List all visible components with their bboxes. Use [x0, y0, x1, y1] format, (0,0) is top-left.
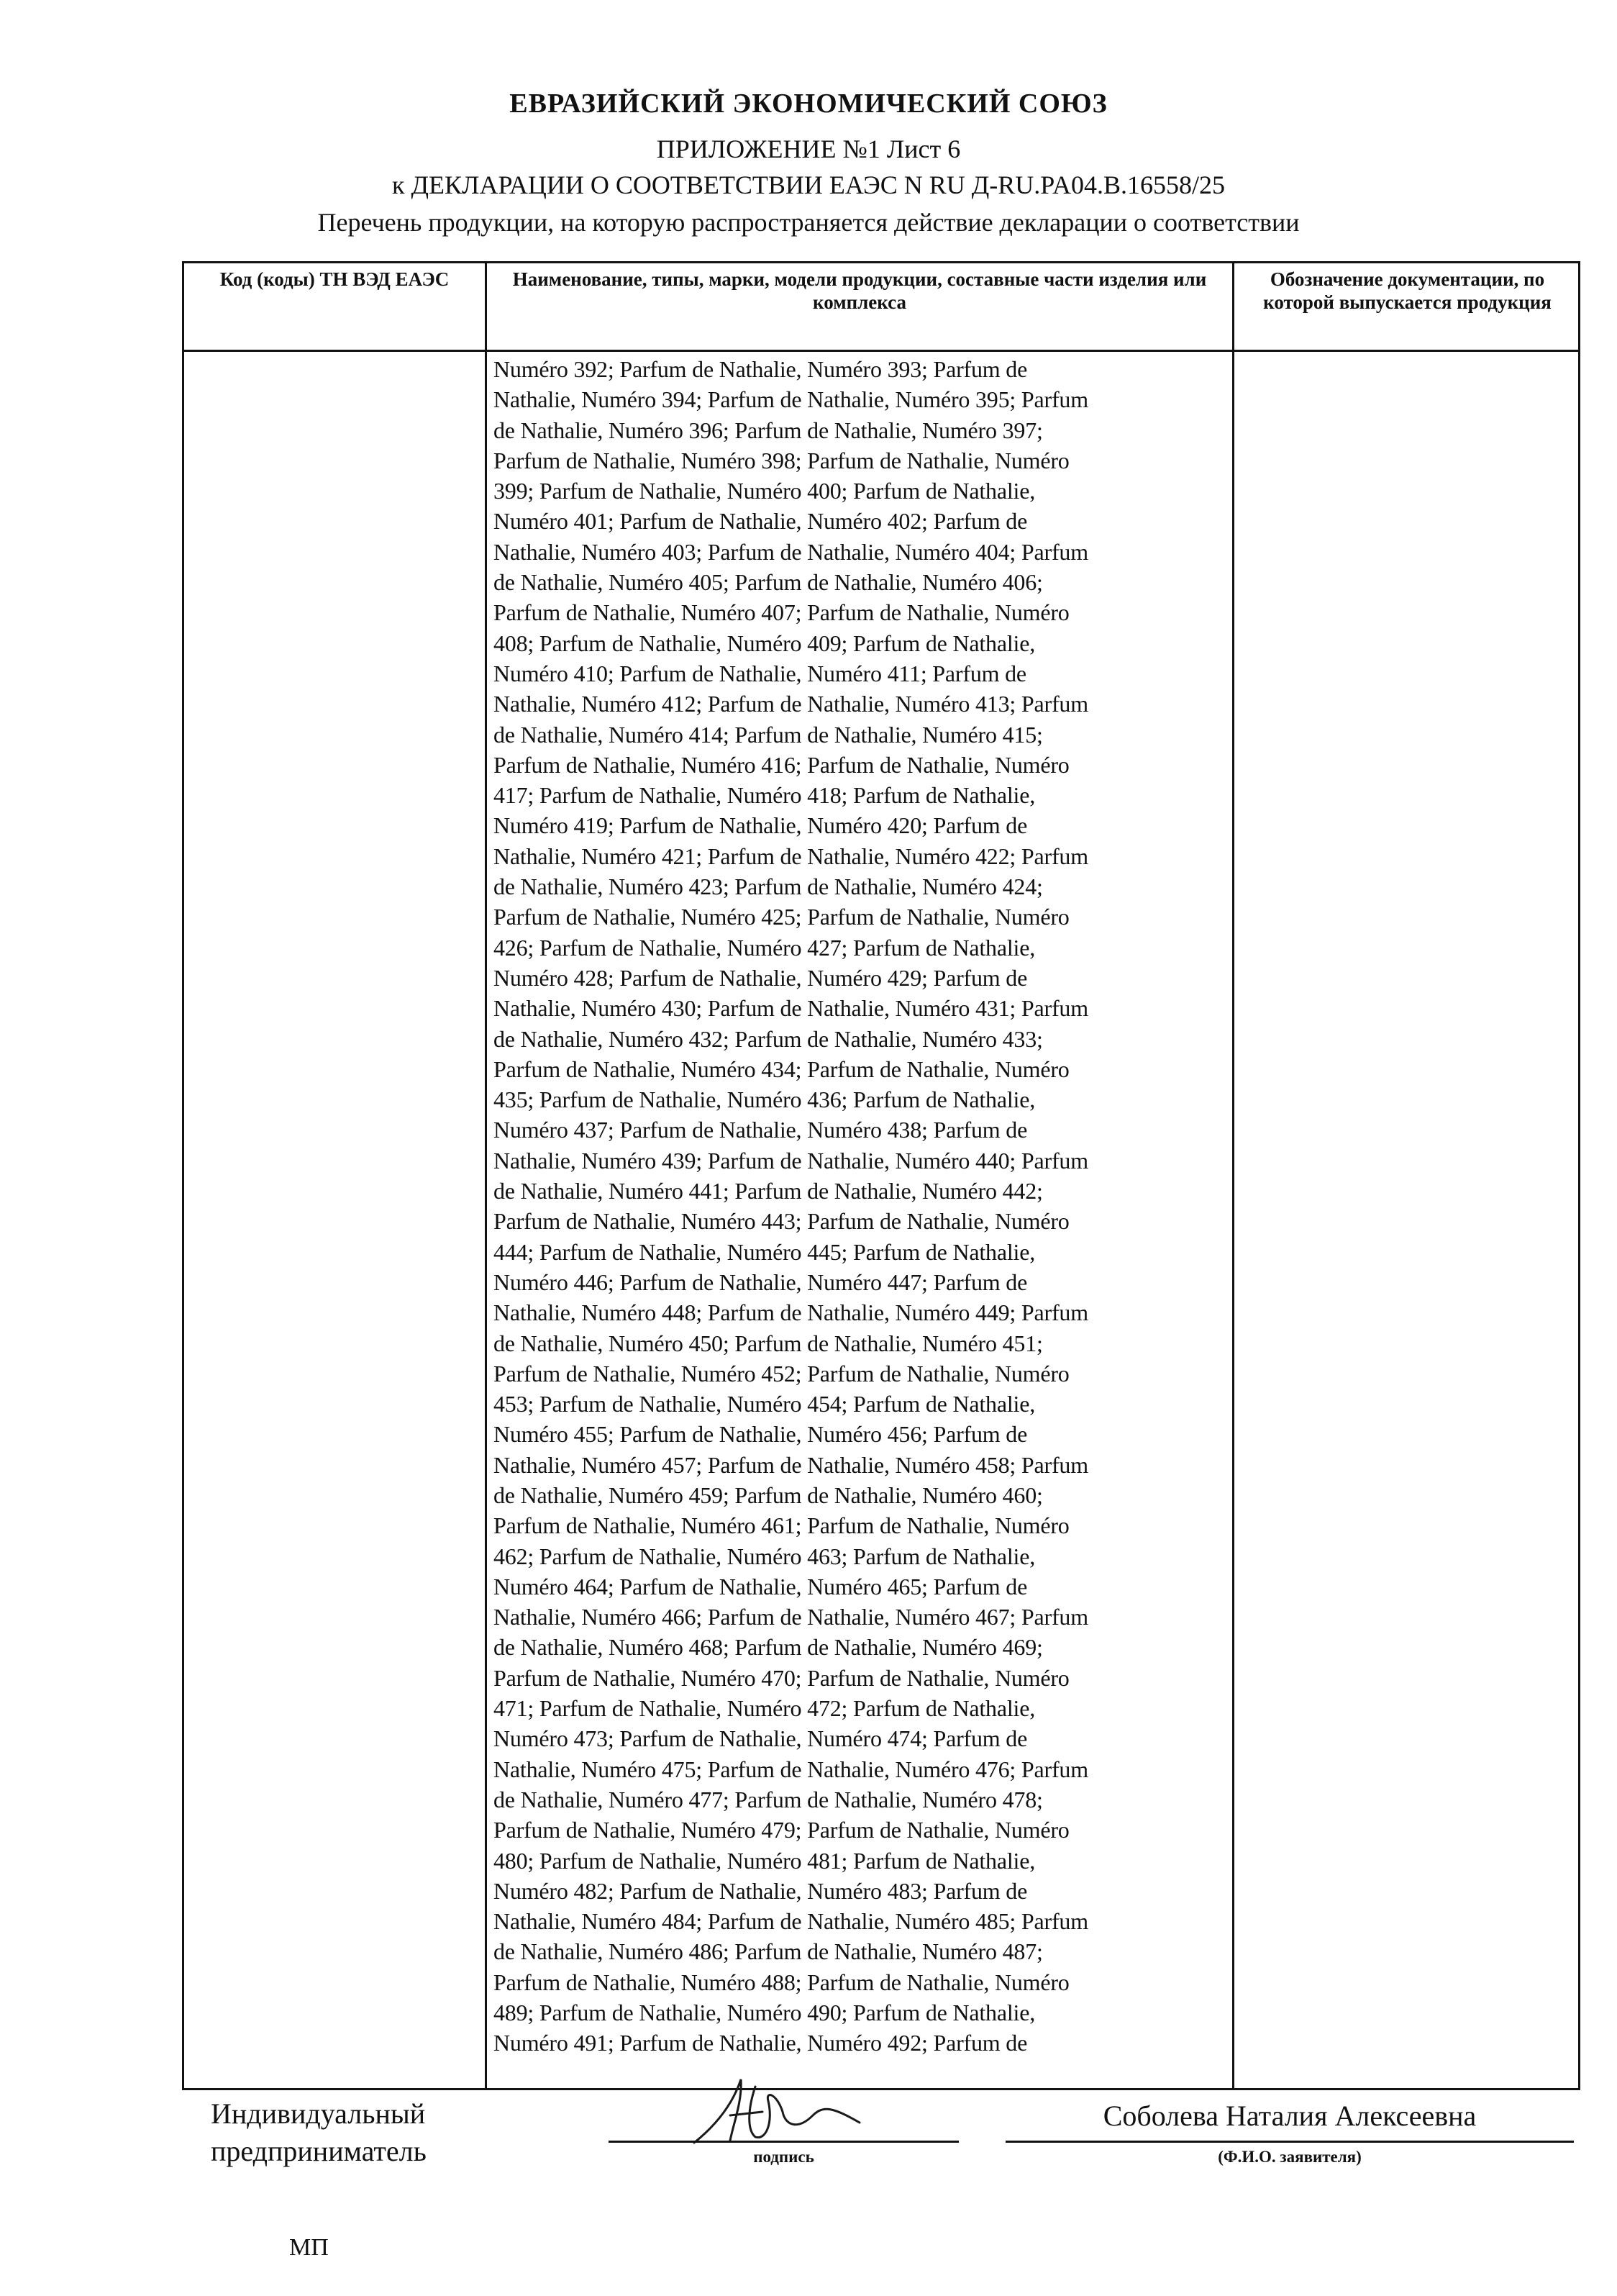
applicant-name: Соболева Наталия Алексеевна — [1103, 2100, 1477, 2132]
declaration-number: к ДЕКЛАРАЦИИ О СООТВЕТСТВИИ ЕАЭС N RU Д-RU.PA04.B.16558/25 — [391, 171, 1226, 199]
product-list-title: Перечень продукции, на которую распространяется действие декларации о соответствии — [317, 208, 1300, 237]
header-divider — [184, 350, 1578, 352]
applicant-role-line2: предприниматель — [211, 2135, 427, 2167]
column-divider — [1232, 263, 1234, 2088]
product-list-text: Numéro 392; Parfum de Nathalie, Numéro 393; Parfum de Nathalie, Numéro 394; Parfum de Nathalie, Numéro 395; Parfum de Nathalie, Numéro 396; Parfum de Nathalie, Numéro 397; Parfum de Nathalie, Numéro 398; Parfum de Nathalie, Numéro 399; Parfum de Nathalie, Numéro 400; Parfum de Nathalie, Numéro 401; Parfum de Nathalie, Numéro 402; Parfum de Nathalie, Numéro 403; Parfum de Nathalie, Numéro 404; Parfum de Nathalie, Numéro 405; Parfum de Nathalie, Numéro 406; Parfum de Nathalie, Numéro 407; Parfum de Nathalie, Numéro 408; Parfum de Nathalie, Numéro 409; Parfum de Nathalie, Numéro 410; Parfum de Nathalie, Numéro 411; Parfum de Nathalie, Numéro 412; Parfum de Nathalie, Numéro 413; Parfum de Nathalie, Numéro 414; Parfum de Nathalie, Numéro 415; Parfum de Nathalie, Numéro 416; Parfum de Nathalie, Numéro 417; Parfum de Nathalie, Numéro 418; Parfum de Nathalie, Numéro 419; Parfum de Nathalie, Numéro 420; Parfum de Nathalie, Numéro 421; Parfum de Nathalie, Numéro 422; Parfum de Nathalie, Numéro 423; Parfum de Nathalie, Numéro 424; Parfum de Nathalie, Numéro 425; Parfum de Nathalie, Numéro 426; Parfum de Nathalie, Numéro 427; Parfum de Nathalie, Numéro 428; Parfum de Nathalie, Numéro 429; Parfum de Nathalie, Numéro 430; Parfum de Nathalie, Numéro 431; Parfum de Nathalie, Numéro 432; Parfum de Nathalie, Numéro 433; Parfum de Nathalie, Numéro 434; Parfum de Nathalie, Numéro 435; Parfum de Nathalie, Numéro 436; Parfum de Nathalie, Numéro 437; Parfum de Nathalie, Numéro 438; Parfum de Nathalie, Numéro 439; Parfum de Nathalie, Numéro 440; Parfum de Nathalie, Numéro 441; Parfum de Nathalie, Numéro 442; Parfum de Nathalie, Numéro 443; Parfum de Nathalie, Numéro 444; Parfum de Nathalie, Numéro 445; Parfum de Nathalie, Numéro 446; Parfum de Nathalie, Numéro 447; Parfum de Nathalie, Numéro 448; Parfum de Nathalie, Numéro 449; Parfum de Nathalie, Numéro 450; Parfum de Nathalie, Numéro 451; Parfum de Nathalie, Numéro 452; Parfum de Nathalie, Numéro 453; Parfum de Nathalie, Numéro 454; Parfum de Nathalie, Numéro 455; Parfum de Nathalie, Numéro 456; Parfum de Nathalie, Numéro 457; Parfum de Nathalie, Numéro 458; Parfum de Nathalie, Numéro 459; Parfum de Nathalie, Numéro 460; Parfum de Nathalie, Numéro 461; Parfum de Nathalie, Numéro 462; Parfum de Nathalie, Numéro 463; Parfum de Nathalie, Numéro 464; Parfum de Nathalie, Numéro 465; Parfum de Nathalie, Numéro 466; Parfum de Nathalie, Numéro 467; Parfum de Nathalie, Numéro 468; Parfum de Nathalie, Numéro 469; Parfum de Nathalie, Numéro 470; Parfum de Nathalie, Numéro 471; Parfum de Nathalie, Numéro 472; Parfum de Nathalie, Numéro 473; Parfum de Nathalie, Numéro 474; Parfum de Nathalie, Numéro 475; Parfum de Nathalie, Numéro 476; Parfum de Nathalie, Numéro 477; Parfum de Nathalie, Numéro 478; Parfum de Nathalie, Numéro 479; Parfum de Nathalie, Numéro 480; Parfum de Nathalie, Numéro 481; Parfum de Nathalie, Numéro 482; Parfum de Nathalie, Numéro 483; Parfum de Nathalie, Numéro 484; Parfum de Nathalie, Numéro 485; Parfum de Nathalie, Numéro 486; Parfum de Nathalie, Numéro 487; Parfum de Nathalie, Numéro 488; Parfum de Nathalie, Numéro 489; Parfum de Nathalie, Numéro 490; Parfum de Nathalie, Numéro 491; Parfum de Nathalie, Numéro 492; Parfum de — [493, 356, 1088, 2056]
signature-caption: подпись — [753, 2148, 814, 2166]
name-caption: (Ф.И.О. заявителя) — [1218, 2148, 1362, 2166]
handwritten-signature — [691, 2072, 863, 2151]
stamp-place-label: МП — [289, 2234, 329, 2261]
applicant-role-line1: Индивидуальный — [211, 2097, 426, 2130]
signature-line — [609, 2141, 959, 2143]
applicant-role — [211, 2095, 427, 2170]
column-header-documentation: Обозначение документации, по которой выпускается продукция — [1263, 268, 1552, 313]
appendix-title: ПРИЛОЖЕНИЕ №1 Лист 6 — [656, 135, 961, 163]
column-header-product-name: Наименование, типы, марки, модели продукции, составные части изделия или комплекса — [512, 268, 1207, 313]
products-table — [182, 261, 1580, 2090]
name-line — [1006, 2141, 1574, 2143]
union-title: ЕВРАЗИЙСКИЙ ЭКОНОМИЧЕСКИЙ СОЮЗ — [509, 89, 1108, 119]
column-header-tn-ved-code: Код (коды) ТН ВЭД ЕАЭС — [219, 268, 450, 290]
column-divider — [485, 263, 487, 2088]
